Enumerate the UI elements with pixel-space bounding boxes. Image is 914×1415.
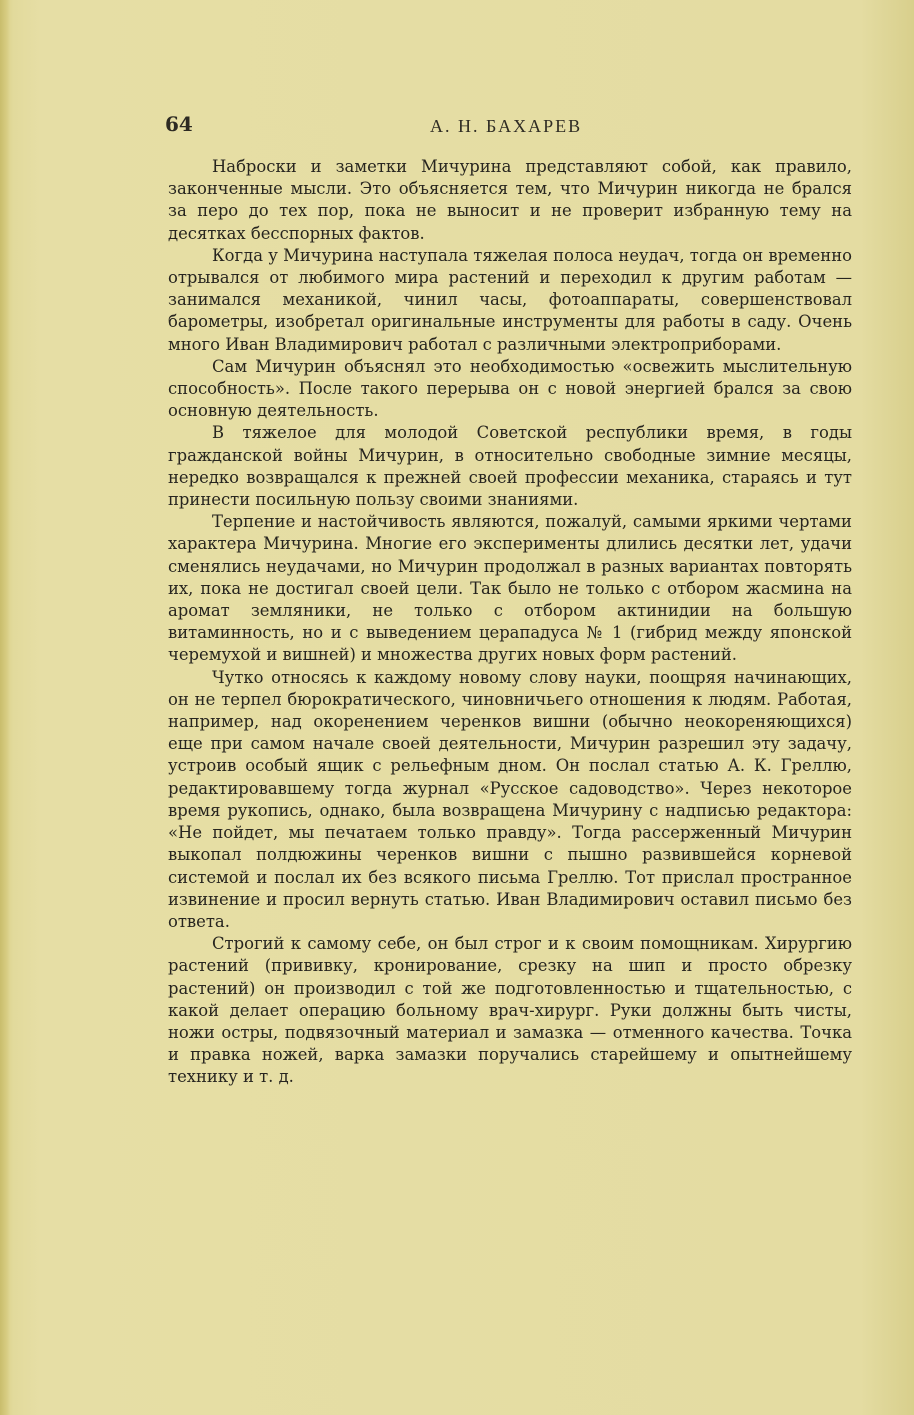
paragraph: Когда у Мичурина наступала тяжелая полоса неудач, тогда он временно отрывался от любимого мира растений и переходил к другим работам — занимался механикой, чинил часы, фотоаппараты, совершенствовал барометры, изобретал оригинальные инструменты для работы в саду. Очень много Иван Владимирович работал с различными электроприборами. [168,245,852,354]
paragraph: В тяжелое для молодой Советской республики время, в годы гражданской войны Мичурин, в относительно свободные зимние месяцы, нередко возвращался к прежней своей профессии механика, стараясь и тут принести посильную пользу своими знаниями. [168,423,852,510]
paragraph: Сам Мичурин объяснял это необходимостью «освежить мыслительную способность». После такого перерыва он с новой энергией брался за свою основную деятельность. [168,356,852,421]
paragraph: Терпение и настойчивость являются, пожалуй, самыми яркими чертами характера Мичурина. Многие его эксперименты длились десятки лет, удачи сменялись неудачами, но Мичурин продолжал в разных вариантах повторять их, пока не достигал своей цели. Так было не только с отбором жасмина на аромат земляники, не только с отбором актинидии на большую витаминность, но и с выведением церападуса № 1 (гибрид между японской черемухой и вишней) и множества других новых форм растений. [168,512,852,665]
page-header [165,112,855,142]
running-head: А. Н. БАХАРЕВ [430,116,583,136]
paragraph: Наброски и заметки Мичурина представляют собой, как правило, законченные мысли. Это объясняется тем, что Мичурин никогда не брался за перо до тех пор, пока не выносит и не проверит избранную тему на десятках бесспорных фактов. [168,157,852,243]
page-number: 64 [165,112,193,136]
page-binding-edge [0,0,10,1415]
paragraph: Чутко относясь к каждому новому слову науки, поощряя начинающих, он не терпел бюрократического, чиновничьего отношения к людям. Работая, например, над окоренением черенков вишни (обычно неокореняющихся) еще при самом начале своей деятельности, Мичурин разрешил эту задачу, устроив особый ящик с рельефным дном. Он послал статью А. К. Греллю, редактировавшему тогда журнал «Русское садоводство». Через некоторое время рукопись, однако, была возвращена Мичурину с надписью редактора: «Не пойдет, мы печатаем только правду». Тогда рассерженный Мичурин выкопал полдюжины черенков вишни с пышно развившейся корневой системой и послал их без всякого письма Греллю. Тот прислал пространное извинение и просил вернуть статью. Иван Владимирович оставил письмо без ответа. [168,667,852,931]
body-text [168,156,852,1089]
paragraph: Строгий к самому себе, он был строг и к своим помощникам. Хирургию растений (прививку, кронирование, срезку на шип и просто обрезку растений) он производил с той же подготовленностью и тщательностью, с какой делает операцию больному врач-хирург. Руки должны быть чисты, ножи остры, подвязочный материал и замазка — отменного качества. Точка и правка ножей, варка замазки поручались старейшему и опытнейшему технику и т. д. [168,934,852,1087]
